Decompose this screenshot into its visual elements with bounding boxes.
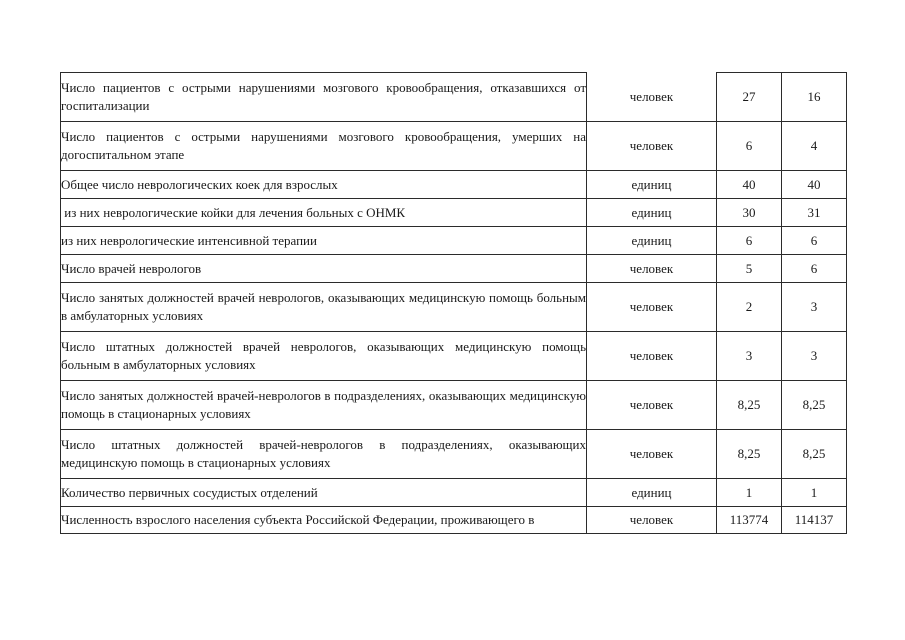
value-cell-2: 4 — [782, 122, 847, 171]
value-cell-2: 114137 — [782, 507, 847, 534]
value-cell-1: 1 — [717, 479, 782, 507]
table-row — [61, 199, 847, 227]
value-cell-1: 2 — [717, 283, 782, 332]
indicator-name: Численность взрослого населения субъекта Российской Федерации, проживающего в — [61, 507, 587, 534]
indicator-name: Число штатных должностей врачей-неврологов в подразделениях, оказывающих медицинскую помощь в стационарных условиях — [61, 430, 587, 479]
table-row — [61, 507, 847, 534]
value-cell-2: 8,25 — [782, 430, 847, 479]
value-cell-1: 113774 — [717, 507, 782, 534]
value-cell-2: 3 — [782, 332, 847, 381]
table-row — [61, 171, 847, 199]
value-cell-2: 3 — [782, 283, 847, 332]
unit-cell: человек — [587, 430, 717, 479]
indicator-name: Число занятых должностей врачей неврологов, оказывающих медицинскую помощь больным в амбулаторных условиях — [61, 283, 587, 332]
unit-cell: единиц — [587, 199, 717, 227]
value-cell-1: 8,25 — [717, 381, 782, 430]
indicator-name: Число занятых должностей врачей-неврологов в подразделениях, оказывающих медицинскую помощь в стационарных условиях — [61, 381, 587, 430]
table-row — [61, 122, 847, 171]
indicator-name: из них неврологические койки для лечения больных с ОНМК — [61, 199, 587, 227]
statistics-table — [60, 72, 847, 534]
indicator-name: Число пациентов с острыми нарушениями мозгового кровообращения, отказавшихся от госпитализации — [61, 73, 587, 122]
value-cell-1: 5 — [717, 255, 782, 283]
unit-cell: человек — [587, 283, 717, 332]
value-cell-1: 3 — [717, 332, 782, 381]
value-cell-2: 16 — [782, 73, 847, 122]
indicator-name: Количество первичных сосудистых отделений — [61, 479, 587, 507]
value-cell-1: 6 — [717, 227, 782, 255]
table-row — [61, 332, 847, 381]
unit-cell: единиц — [587, 479, 717, 507]
indicator-name: Число пациентов с острыми нарушениями мозгового кровообращения, умерших на догоспитальном этапе — [61, 122, 587, 171]
table-row — [61, 227, 847, 255]
table-row — [61, 381, 847, 430]
indicator-name: Число врачей неврологов — [61, 255, 587, 283]
value-cell-2: 31 — [782, 199, 847, 227]
table-row — [61, 255, 847, 283]
indicator-name: из них неврологические интенсивной терапии — [61, 227, 587, 255]
value-cell-1: 40 — [717, 171, 782, 199]
unit-cell: человек — [587, 332, 717, 381]
indicator-name: Общее число неврологических коек для взрослых — [61, 171, 587, 199]
table-row — [61, 430, 847, 479]
unit-cell: единиц — [587, 171, 717, 199]
unit-cell: человек — [587, 122, 717, 171]
unit-cell: человек — [587, 381, 717, 430]
table-row — [61, 73, 847, 122]
table-row — [61, 283, 847, 332]
value-cell-1: 30 — [717, 199, 782, 227]
value-cell-2: 6 — [782, 255, 847, 283]
value-cell-1: 8,25 — [717, 430, 782, 479]
value-cell-2: 1 — [782, 479, 847, 507]
unit-cell: единиц — [587, 227, 717, 255]
table-row — [61, 479, 847, 507]
value-cell-2: 40 — [782, 171, 847, 199]
value-cell-2: 6 — [782, 227, 847, 255]
unit-cell: человек — [587, 73, 717, 122]
value-cell-1: 6 — [717, 122, 782, 171]
unit-cell: человек — [587, 507, 717, 534]
unit-cell: человек — [587, 255, 717, 283]
value-cell-1: 27 — [717, 73, 782, 122]
indicator-name: Число штатных должностей врачей неврологов, оказывающих медицинскую помощь больным в амбулаторных условиях — [61, 332, 587, 381]
value-cell-2: 8,25 — [782, 381, 847, 430]
